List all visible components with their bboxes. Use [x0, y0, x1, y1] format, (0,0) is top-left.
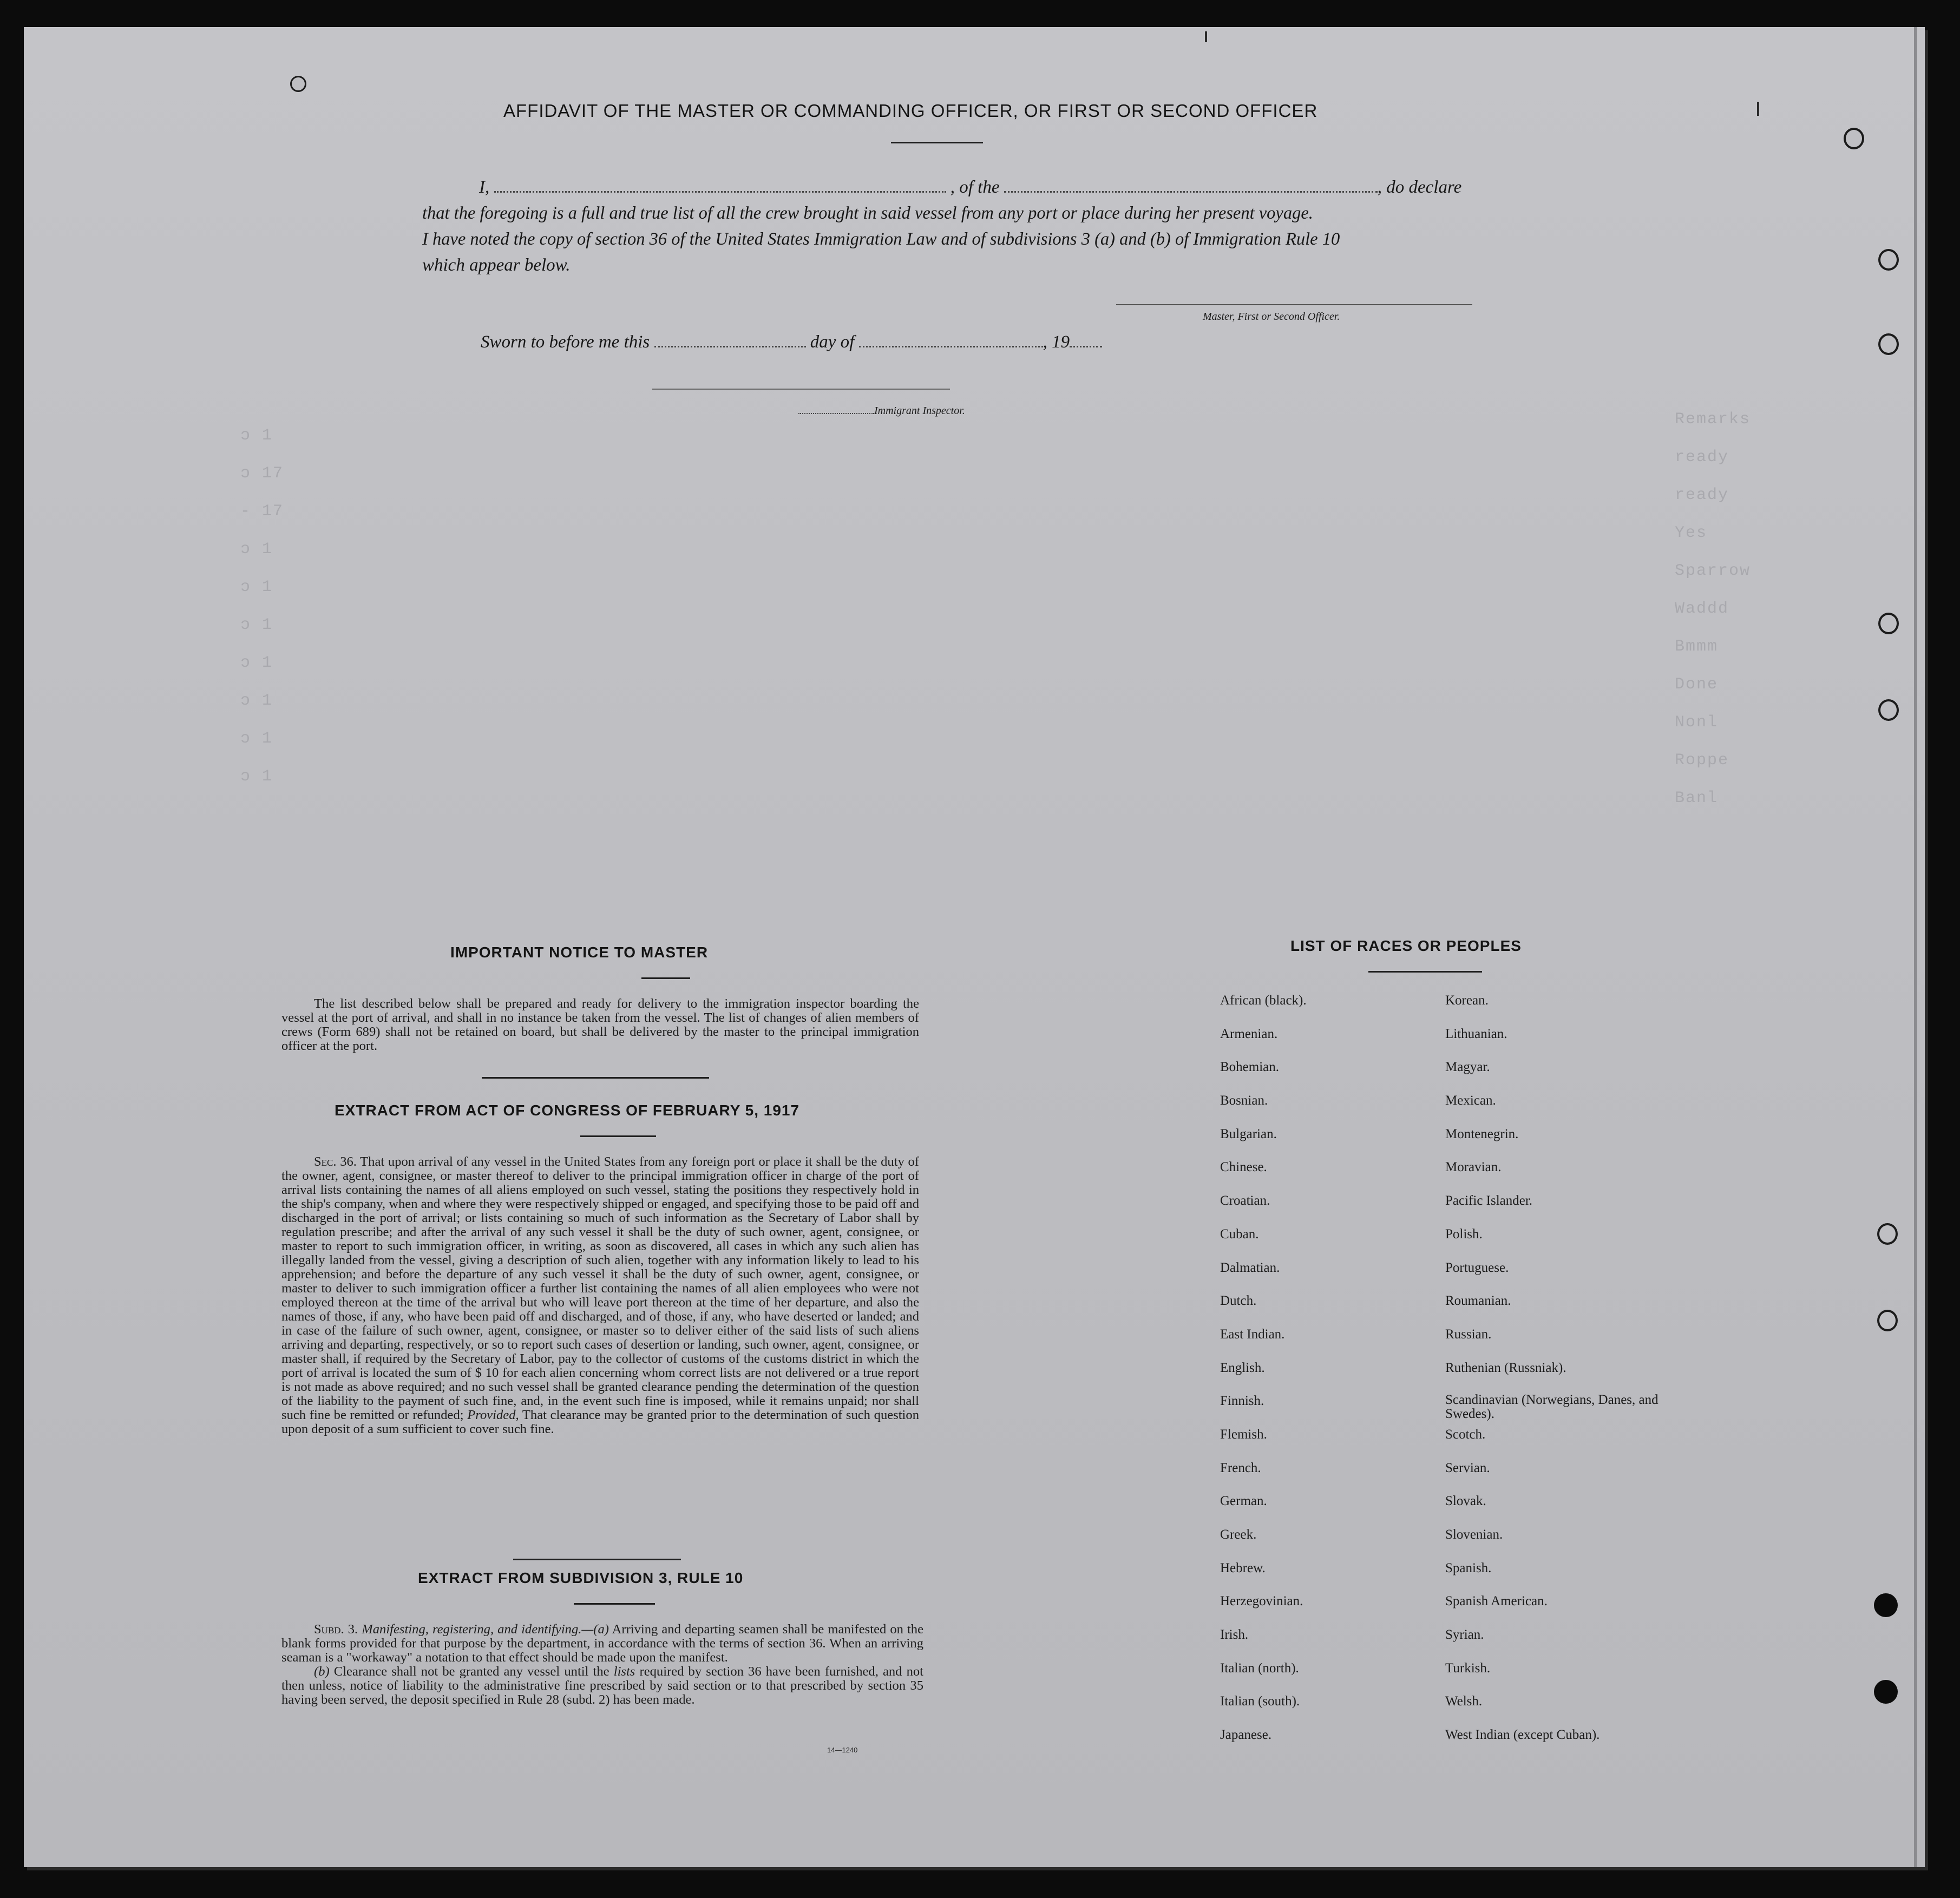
rule-text: [281, 1623, 923, 1707]
sworn-month-blank[interactable]: [859, 331, 1043, 347]
race-item: Greek.: [1220, 1527, 1257, 1542]
race-item: Bulgarian.: [1220, 1126, 1277, 1141]
sworn-day-blank[interactable]: [654, 331, 806, 347]
race-item: French.: [1220, 1460, 1261, 1475]
inspector-caption-text: Immigrant Inspector.: [874, 405, 965, 417]
races-column-1: [1220, 993, 1437, 1761]
notice-paragraph: The list described below shall be prepared and ready for delivery to the immigration inspector boarding the vessel at the port of arrival, and shall in no instance be taken from the vessel. The list of changes of alien members of crews (Form 689) shall not be retained on board, but shall be delivered by the master to the principal immigration officer at the port.: [281, 996, 919, 1053]
subd-b-paragraph: [281, 1665, 923, 1707]
bleed-through-column-right: Remarks ready ready Yes Sparrow Waddd Bmmm Done Nonl Roppe Banl: [1675, 410, 1751, 807]
race-item: Flemish.: [1220, 1427, 1267, 1442]
affidavit-title: AFFIDAVIT OF THE MASTER OR COMMANDING OFFICER, OR FIRST OR SECOND OFFICER: [503, 101, 1318, 121]
race-item: Ruthenian (Russniak).: [1445, 1360, 1566, 1375]
subd-b-text-2: required by section 36 have been furnished, and not then unless, notice of liability to the administrative fine prescribed by said section or to that prescribed by section 35 having been served, the deposit specified in Rule 28 (subd. 2) has been made.: [281, 1664, 924, 1707]
race-item: East Indian.: [1220, 1326, 1285, 1342]
binder-hole: [1844, 128, 1864, 149]
race-item: Armenian.: [1220, 1026, 1278, 1041]
lists-word: lists: [613, 1664, 635, 1679]
rule-heading: EXTRACT FROM SUBDIVISION 3, RULE 10: [418, 1569, 744, 1586]
subd-a-text: Arriving and departing seamen shall be manifested on the blank forms provided for that purpose by the department, in accordance with the terms of section 36. When an arriving seaman is a "workaway" a notation to that effect should be made upon the manifest.: [281, 1622, 923, 1665]
notice-heading: IMPORTANT NOTICE TO MASTER: [450, 944, 709, 961]
bleed-through-column-left: ɔ 1 ɔ 17 - 17 ɔ 1 ɔ 1 ɔ 1 ɔ 1 ɔ 1 ɔ 1 ɔ 1: [240, 426, 284, 786]
signature-line[interactable]: [1116, 304, 1472, 305]
race-item: Scandinavian (Norwegians, Danes, and Swedes).: [1445, 1393, 1659, 1422]
binder-hole: [1877, 1310, 1898, 1331]
race-item: Irish.: [1220, 1627, 1249, 1643]
race-item: Bohemian.: [1220, 1060, 1280, 1075]
notice-rule: [641, 977, 690, 979]
sec-text-end: That clearance may be granted prior to the determination of such question upon deposit of a sum sufficient to cover such fine.: [281, 1408, 919, 1436]
declaration-line-3: I have noted the copy of section 36 of the United States Immigration Law and of subdivisions 3 (a) and (b) of Immigration Rule 10: [422, 229, 1340, 249]
binder-hole: [1878, 333, 1899, 355]
race-item: Finnish.: [1220, 1394, 1264, 1409]
declaration-of-the: , of the: [950, 178, 1000, 197]
race-item: Russian.: [1445, 1326, 1492, 1342]
races-heading: LIST OF RACES OR PEOPLES: [1290, 937, 1522, 954]
declaration-line-1: [479, 174, 1475, 200]
race-item: Bosnian.: [1220, 1093, 1268, 1108]
rule-rule: [574, 1603, 655, 1605]
race-item: Pacific Islander.: [1445, 1193, 1533, 1209]
race-item: African (black).: [1220, 993, 1307, 1008]
inspector-caption: [798, 405, 965, 417]
race-item: Servian.: [1445, 1460, 1490, 1475]
race-item: Magyar.: [1445, 1060, 1490, 1075]
sworn-year-blank[interactable]: [1070, 331, 1102, 347]
race-item: Moravian.: [1445, 1160, 1502, 1175]
name-blank[interactable]: [494, 176, 946, 193]
year-label: , 19: [1043, 332, 1070, 352]
binder-hole-punched: [1874, 1680, 1898, 1704]
race-item: Chinese.: [1220, 1160, 1267, 1175]
race-item: Lithuanian.: [1445, 1026, 1507, 1041]
declaration-line-4: which appear below.: [422, 255, 571, 275]
sec-36-paragraph: [281, 1155, 919, 1436]
binder-hole: [1878, 249, 1899, 271]
binder-hole: [1878, 699, 1899, 721]
race-item: Italian (south).: [1220, 1694, 1300, 1709]
race-item: Slovenian.: [1445, 1527, 1503, 1542]
race-item: Montenegrin.: [1445, 1126, 1519, 1141]
inspector-signature-line[interactable]: [652, 389, 950, 390]
race-item: Dalmatian.: [1220, 1260, 1280, 1275]
race-item: Portuguese.: [1445, 1260, 1509, 1275]
race-item: Polish.: [1445, 1226, 1483, 1242]
race-item: Dutch.: [1220, 1293, 1257, 1309]
sworn-line: [481, 329, 1102, 355]
race-item: Syrian.: [1445, 1627, 1484, 1643]
page-edge: [1914, 27, 1917, 1867]
race-item: Slovak.: [1445, 1494, 1486, 1509]
subd-title: Manifesting, registering, and identifying.—(a): [362, 1622, 609, 1637]
corner-mark: [290, 76, 306, 92]
declaration-do-declare: , do declare: [1377, 178, 1462, 197]
notice-divider: [482, 1077, 709, 1079]
race-item: Mexican.: [1445, 1093, 1496, 1108]
margin-tick: [1757, 102, 1759, 116]
sworn-label: Sworn to before me this: [481, 332, 650, 352]
declaration-line-2: that the foregoing is a full and true list of all the crew brought in said vessel from any port or place during her present voyage.: [422, 203, 1313, 223]
race-item: Welsh.: [1445, 1694, 1483, 1709]
act-divider: [513, 1559, 681, 1560]
race-item: Scotch.: [1445, 1427, 1486, 1442]
subd-label: Subd. 3.: [314, 1622, 358, 1637]
vessel-blank[interactable]: [1004, 176, 1378, 193]
notice-text: [281, 997, 919, 1053]
signature-caption: Master, First or Second Officer.: [1203, 311, 1340, 323]
race-item: Turkish.: [1445, 1660, 1491, 1676]
race-item: Croatian.: [1220, 1193, 1270, 1209]
margin-tick: [1205, 31, 1207, 42]
form-code: 14—1240: [827, 1746, 858, 1754]
race-item: West Indian (except Cuban).: [1445, 1728, 1600, 1743]
sec-text: That upon arrival of any vessel in the United States from any foreign port or place it shall be the duty of the owner, agent, consignee, or master thereof to deliver to the principal immigration officer in charge of the port of arrival lists containing the names of all aliens employed on such vessel, stating the positions they respectively hold in the ship's company, when and where they were respectively shipped or engaged, and specifying those to be paid off and discharged in the port of arrival; or lists containing so much of such information as the Secretary of Labor shall by regulation prescribe; and after the arrival of any such vessel it shall be the duty of such owner, agent, consignee, or master to report to such immigration officer, in writing, as soon as discovered, all cases in which any such alien has illegally landed from the vessel, giving a description of such alien, together with any information likely to lead to his apprehension; and before the departure of any such vessel it shall be the duty of such owner, agent, consignee, or master to deliver to such immigration officer a further list containing the names of all alien employees who were not employed thereon at the time of the arrival but who will leave port thereon at the time of her departure, and also the names of those, if any, who have been paid off and discharged, and of those, if any, who have deserted or landed; and in case of the failure of such owner, agent, consignee, or master so to deliver either of the said lists of such aliens arriving and departing, respectively, or so to report such cases of desertion or landing, such owner, agent, consignee, or master shall, if required by the Secretary of Labor, pay to the collector of customs of the customs district in which the port of arrival is located the sum of $ 10 for each alien concerning whom correct lists are not delivered or a true report is not made as above required; and no such vessel shall be granted clearance pending the determination of the question of the liability to the payment of such fine, and, in the event such fine is imposed, while it remains unpaid; nor shall such fine be remitted or refunded;: [281, 1154, 919, 1422]
binder-hole-punched: [1874, 1593, 1898, 1617]
race-item: English.: [1220, 1360, 1265, 1375]
race-item: Italian (north).: [1220, 1660, 1299, 1676]
declaration-i: I,: [479, 178, 490, 197]
act-text: [281, 1155, 919, 1436]
subd-a-paragraph: [281, 1623, 923, 1665]
race-item: Cuban.: [1220, 1226, 1259, 1242]
act-rule: [580, 1135, 656, 1137]
provided-word: Provided,: [467, 1408, 519, 1422]
subd-b-text-1: Clearance shall not be granted any vessel until the: [333, 1664, 609, 1679]
race-item: Herzegovinian.: [1220, 1594, 1303, 1609]
binder-hole: [1878, 613, 1899, 634]
subd-b-label: (b): [314, 1664, 330, 1679]
day-of-label: day of: [810, 332, 855, 352]
races-column-2: [1445, 993, 1673, 1761]
sec-label: Sec. 36.: [314, 1154, 357, 1169]
race-item: Japanese.: [1220, 1728, 1272, 1743]
act-heading: EXTRACT FROM ACT OF CONGRESS OF FEBRUARY 5, 1917: [335, 1102, 800, 1119]
race-item: German.: [1220, 1494, 1267, 1509]
race-item: Roumanian.: [1445, 1293, 1511, 1309]
race-item: Spanish American.: [1445, 1594, 1548, 1609]
binder-hole: [1877, 1223, 1898, 1245]
race-item: Hebrew.: [1220, 1560, 1266, 1575]
race-item: Korean.: [1445, 993, 1489, 1008]
race-item: Spanish.: [1445, 1560, 1492, 1575]
title-rule: [891, 142, 983, 143]
inspector-blank: [798, 405, 874, 414]
races-rule: [1368, 971, 1482, 973]
